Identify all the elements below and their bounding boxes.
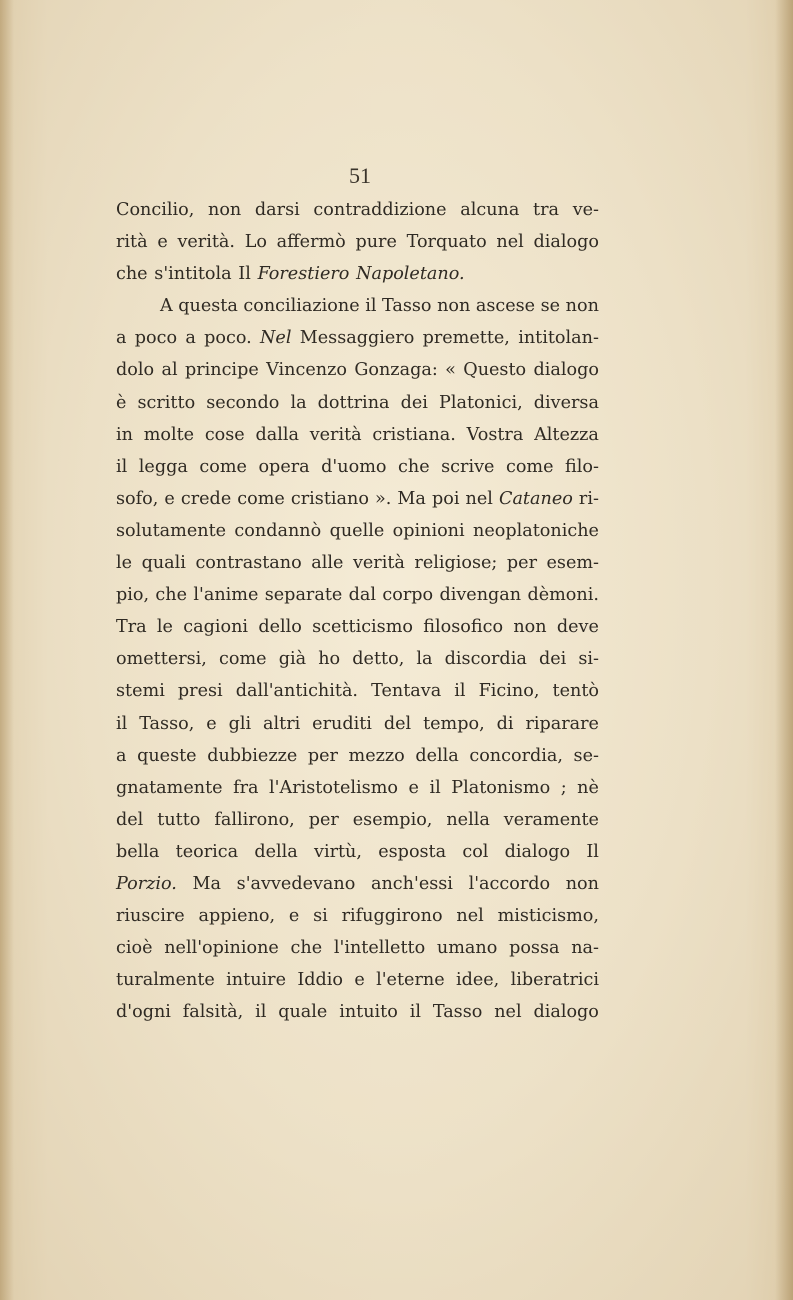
word: Ficino, xyxy=(478,681,540,702)
word: il xyxy=(454,681,466,702)
word: della xyxy=(415,745,459,766)
text-line xyxy=(116,611,599,643)
word: e xyxy=(164,488,175,509)
word: affermò xyxy=(276,232,346,253)
word: dottrina xyxy=(317,392,390,413)
text-line xyxy=(116,932,599,964)
word: l'accordo xyxy=(468,873,551,894)
word: ; xyxy=(560,777,567,798)
word: dolo xyxy=(116,360,155,381)
word: intuire xyxy=(226,970,286,991)
word: umano xyxy=(436,938,498,959)
word: Napoletano. xyxy=(356,264,465,285)
word: quale xyxy=(278,1002,328,1023)
word: dalla xyxy=(255,424,299,445)
text-line xyxy=(116,387,599,419)
word: dei xyxy=(538,649,567,670)
word: opinioni xyxy=(392,520,465,541)
word: contraddizione xyxy=(313,200,447,220)
word: dello xyxy=(258,617,302,638)
text-line xyxy=(116,515,599,547)
word: dialogo xyxy=(533,360,599,381)
word: dèmoni. xyxy=(527,585,599,606)
text-line xyxy=(116,708,599,740)
word: riuscire xyxy=(116,906,185,927)
word: e xyxy=(206,713,217,734)
word: gli xyxy=(228,713,252,734)
word: Questo xyxy=(463,360,527,381)
word: opera xyxy=(258,456,310,477)
word: fra xyxy=(233,777,259,798)
word: eruditi xyxy=(312,713,372,734)
word: presi xyxy=(177,681,223,702)
word: concordia, xyxy=(469,745,563,766)
word: e xyxy=(157,232,168,253)
word: diversa xyxy=(533,392,599,413)
word: come xyxy=(237,488,285,509)
word: riparare xyxy=(525,713,599,734)
word: neoplatoniche xyxy=(473,520,599,541)
word: Torquato xyxy=(406,232,487,253)
word: per xyxy=(308,809,339,830)
text-line xyxy=(116,996,599,1028)
word: e xyxy=(354,970,365,991)
word: del xyxy=(116,809,144,830)
word: anch'essi xyxy=(370,873,453,894)
word: si xyxy=(313,906,328,927)
word: deve xyxy=(556,617,599,638)
word: verità xyxy=(309,424,362,445)
text-line xyxy=(116,643,599,675)
word: le xyxy=(156,617,173,638)
text-line xyxy=(116,258,599,290)
word: che xyxy=(290,938,323,959)
word: Gonzaga: xyxy=(354,360,438,381)
word: possa xyxy=(509,938,560,959)
word: tutto xyxy=(157,809,201,830)
word: virtù, xyxy=(314,841,362,862)
word: filo- xyxy=(565,456,599,477)
word: queste xyxy=(137,745,197,766)
word: il xyxy=(365,296,377,317)
word: intuito xyxy=(339,1002,398,1023)
word: dei xyxy=(400,392,428,413)
word: dialogo xyxy=(504,841,571,862)
word: sofo, xyxy=(116,488,159,509)
word: a xyxy=(116,328,127,349)
word: scritto xyxy=(137,392,196,413)
word: il xyxy=(255,1002,267,1023)
word: nel xyxy=(465,488,493,509)
word: Tasso xyxy=(432,1002,483,1023)
word: cagioni xyxy=(183,617,249,638)
word: alcuna xyxy=(460,200,520,220)
word: falsità, xyxy=(182,1002,244,1023)
word: che xyxy=(398,456,430,477)
word: il xyxy=(116,713,128,734)
word: d'ogni xyxy=(116,1002,171,1023)
word: non xyxy=(437,296,471,317)
word: che xyxy=(116,264,148,285)
word: contrastano xyxy=(195,553,302,574)
word: nel xyxy=(496,232,524,253)
word: non xyxy=(207,200,242,220)
word: esposta xyxy=(378,841,447,862)
word: mezzo xyxy=(348,745,405,766)
word: discordia xyxy=(444,649,527,670)
word: l'eterne xyxy=(376,970,445,991)
word: verità xyxy=(352,553,405,574)
word: scetticismo xyxy=(312,617,413,638)
word: la xyxy=(290,392,307,413)
page-edge-left xyxy=(0,0,14,1300)
word: crede xyxy=(180,488,232,509)
word: Ma xyxy=(192,873,222,894)
word: esem- xyxy=(546,553,599,574)
word: non xyxy=(565,296,599,317)
word: come xyxy=(219,649,267,670)
word: ascese xyxy=(475,296,536,317)
word: Forestiero xyxy=(257,264,350,285)
word: Messaggiero xyxy=(299,328,415,349)
word: ri- xyxy=(578,488,599,509)
word: Tentava xyxy=(371,681,442,702)
word: dubbiezze xyxy=(207,745,298,766)
word: nell'opinione xyxy=(164,938,279,959)
word: e xyxy=(408,777,419,798)
word: come xyxy=(199,456,247,477)
word: col xyxy=(462,841,489,862)
word: in xyxy=(116,424,133,445)
text-line xyxy=(116,579,599,611)
word: se- xyxy=(573,745,599,766)
word: e xyxy=(288,906,300,927)
word: legga xyxy=(138,456,188,477)
word: che xyxy=(155,585,188,606)
word: il xyxy=(409,1002,421,1023)
text-line xyxy=(116,547,599,579)
text-line xyxy=(116,226,599,258)
word: na- xyxy=(571,938,599,959)
word: già xyxy=(278,649,307,670)
word: s'avvedevano xyxy=(236,873,356,894)
word: Tra xyxy=(116,617,147,638)
text-line xyxy=(116,964,599,996)
body-text xyxy=(116,194,599,1028)
text-line xyxy=(116,868,599,900)
word: ve- xyxy=(572,200,599,220)
word: poi xyxy=(432,488,460,509)
word: Il xyxy=(586,841,599,862)
word: veramente xyxy=(503,809,599,830)
word: ho xyxy=(318,649,341,670)
word: omettersi, xyxy=(116,649,207,670)
word: verità. xyxy=(177,232,235,253)
word: tra xyxy=(533,200,560,220)
word: Porzio. xyxy=(116,873,177,894)
word: le xyxy=(116,553,133,574)
word: poco xyxy=(134,328,178,349)
word: questa xyxy=(178,296,238,317)
text-line xyxy=(116,740,599,772)
word: non xyxy=(565,873,599,894)
word: pio, xyxy=(116,585,150,606)
word: d'uomo xyxy=(321,456,387,477)
word: corpo xyxy=(382,585,434,606)
word: Concilio, xyxy=(116,200,195,220)
word: del xyxy=(383,713,412,734)
word: cristiana. xyxy=(372,424,456,445)
word: molte xyxy=(143,424,195,445)
text-line xyxy=(116,804,599,836)
word: Platonismo xyxy=(451,777,551,798)
word: al xyxy=(161,360,178,381)
word: religiose; xyxy=(414,553,498,574)
word: quelle xyxy=(329,520,385,541)
text-line xyxy=(116,322,599,354)
word: turalmente xyxy=(116,970,215,991)
word: poco. xyxy=(204,328,252,349)
word: appieno, xyxy=(198,906,276,927)
word: l'anime xyxy=(193,585,259,606)
word: cioè xyxy=(116,938,153,959)
word: la xyxy=(416,649,433,670)
word: darsi xyxy=(254,200,300,220)
word: stemi xyxy=(116,681,165,702)
word: per xyxy=(506,553,537,574)
word: Vostra xyxy=(466,424,524,445)
word: filosofico xyxy=(423,617,504,638)
word: l'Aristotelismo xyxy=(269,777,398,798)
word: dall'antichità. xyxy=(235,681,359,702)
page-edge-right xyxy=(775,0,793,1300)
word: Tasso, xyxy=(139,713,195,734)
word: divengan xyxy=(439,585,522,606)
word: premette, xyxy=(422,328,510,349)
word: a xyxy=(116,745,127,766)
word: Vincenzo xyxy=(266,360,347,381)
word: fallirono, xyxy=(214,809,295,830)
word: solutamente xyxy=(116,520,227,541)
word: altri xyxy=(263,713,301,734)
word: A xyxy=(160,296,173,317)
word: rifuggirono xyxy=(341,906,443,927)
word: nè xyxy=(577,777,599,798)
text-line xyxy=(116,290,599,322)
word: rità xyxy=(116,232,148,253)
word: nella xyxy=(446,809,490,830)
word: tempo, xyxy=(423,713,485,734)
word: alle xyxy=(311,553,344,574)
word: pure xyxy=(355,232,397,253)
word: nel xyxy=(494,1002,522,1023)
word: « xyxy=(445,360,456,381)
word: Altezza xyxy=(534,424,599,445)
word: se xyxy=(540,296,561,317)
word: di xyxy=(496,713,514,734)
word: si- xyxy=(578,649,599,670)
word: separate xyxy=(264,585,343,606)
word: esempio, xyxy=(352,809,433,830)
text-line xyxy=(116,483,599,515)
text-line xyxy=(116,836,599,868)
word: idee, xyxy=(455,970,500,991)
word: secondo xyxy=(206,392,280,413)
word: detto, xyxy=(352,649,405,670)
word: s'intitola xyxy=(154,264,232,285)
text-line xyxy=(116,451,599,483)
word: Ma xyxy=(397,488,426,509)
word: nel xyxy=(456,906,484,927)
word: come xyxy=(505,456,554,477)
word: dal xyxy=(348,585,377,606)
word: Nel xyxy=(260,328,292,349)
word: Il xyxy=(238,264,251,285)
word: dialogo xyxy=(533,232,599,253)
word: Cataneo xyxy=(498,488,573,509)
word: scrive xyxy=(441,456,495,477)
word: cristiano xyxy=(290,488,369,509)
word: per xyxy=(307,745,338,766)
text-line xyxy=(116,419,599,451)
page-number: 51 xyxy=(349,163,371,188)
word: della xyxy=(254,841,298,862)
word: teorica xyxy=(175,841,239,862)
text-line xyxy=(116,772,599,804)
text-line xyxy=(116,354,599,386)
word: conciliazione xyxy=(243,296,360,317)
word: quali xyxy=(141,553,186,574)
word: principe xyxy=(184,360,259,381)
word: a xyxy=(185,328,196,349)
word: dialogo xyxy=(533,1002,599,1023)
word: cose xyxy=(204,424,245,445)
text-line xyxy=(116,194,599,226)
text-line xyxy=(116,900,599,932)
text-line xyxy=(116,675,599,707)
word: intitolan- xyxy=(518,328,599,349)
word: liberatrici xyxy=(510,970,599,991)
word: gnatamente xyxy=(116,777,223,798)
word: Platonici, xyxy=(439,392,523,413)
word: misticismo, xyxy=(497,906,599,927)
word: tentò xyxy=(552,681,599,702)
word: non xyxy=(513,617,547,638)
word: Iddio xyxy=(297,970,344,991)
word: l'intelletto xyxy=(333,938,426,959)
word: Lo xyxy=(244,232,267,253)
word: Tasso xyxy=(382,296,432,317)
word: il xyxy=(429,777,441,798)
word: condannò xyxy=(234,520,322,541)
word: bella xyxy=(116,841,160,862)
word: è xyxy=(116,392,127,413)
word: ». xyxy=(375,488,392,509)
word: il xyxy=(116,456,128,477)
